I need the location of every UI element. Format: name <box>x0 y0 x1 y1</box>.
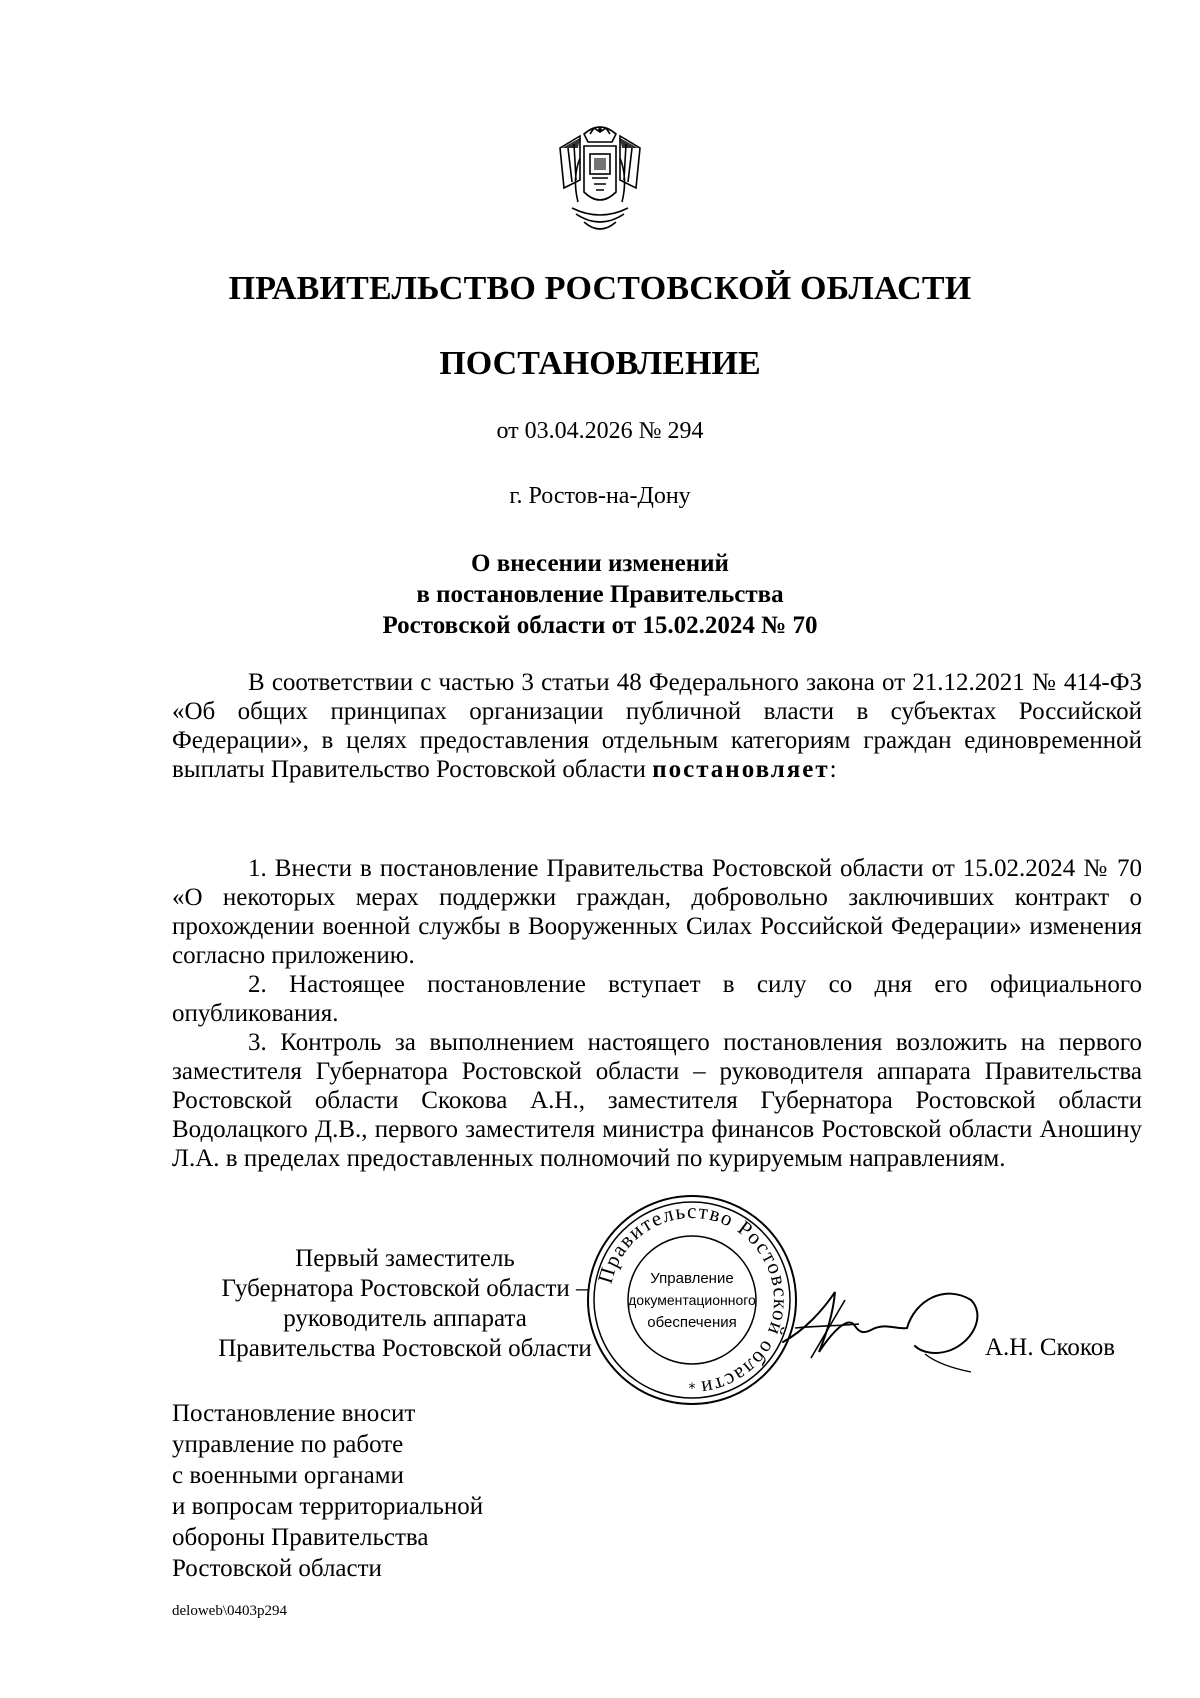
stamp-center-line: обеспечения <box>647 1314 737 1331</box>
signer-title-line: Правительства Ростовской области <box>218 1335 592 1362</box>
file-reference: deloweb\0403p294 <box>172 1603 287 1619</box>
coat-of-arms-emblem <box>550 118 650 240</box>
submitter-line: и вопросам территориальной <box>172 1493 484 1520</box>
decree-item-3: 3. Контроль за выполнением настоящего постановления возложить на первого заместителя Губернатора Ростовской области – руководителя аппарата Правительства Ростовской области Скокова А.Н., заместителя Губернатора Ростовской области Водолацкого Д.В., первого заместителя министра финансов Ростовской области Аношину Л.А. в пределах предоставленных полномочий по курируемым направлениям. <box>172 1029 1142 1172</box>
signer-title-line: Первый заместитель <box>295 1245 515 1272</box>
government-title: ПРАВИТЕЛЬСТВО РОСТОВСКОЙ ОБЛАСТИ <box>228 270 972 307</box>
preamble-text: В соответствии с частью 3 статьи 48 Федерального закона от 21.12.2021 № 414-ФЗ «Об общих принципах организации публичной власти в субъектах Российской Федерации», в целях предоставления отдельным категориям граждан единовременной выплаты Правительство Ростовской области <box>172 669 1142 783</box>
subject-line: Ростовской области от 15.02.2024 № 70 <box>382 612 818 639</box>
stamp-center-line: Управление <box>650 1270 734 1287</box>
subject-line: в постановление Правительства <box>416 581 784 608</box>
document-place: г. Ростов-на-Дону <box>509 483 691 509</box>
stamp-star: * <box>688 1381 696 1397</box>
submitter-line: Ростовской области <box>172 1555 382 1582</box>
subject-line: О внесении изменений <box>471 550 729 577</box>
stamp-center-line: документационного <box>628 1292 756 1308</box>
document-date-number: от 03.04.2026 № 294 <box>496 418 704 444</box>
decree-colon: : <box>829 756 837 783</box>
submitter-line: управление по работе <box>172 1431 404 1458</box>
signer-title-line: руководитель аппарата <box>283 1305 527 1332</box>
document-subject <box>0 548 1200 641</box>
submitter-line: обороны Правительства <box>172 1524 429 1551</box>
submitter-line: Постановление вносит <box>172 1400 416 1427</box>
decree-word: постановляет <box>652 756 830 783</box>
signer-name: А.Н. Скоков <box>985 1334 1116 1361</box>
submitter-note <box>172 1398 592 1584</box>
preamble-paragraph <box>172 668 1142 784</box>
decree-item-2: 2. Настоящее постановление вступает в силу со дня его официального опубликования. <box>172 971 1142 1027</box>
stamp-ring-text: Правительство Ростовской области <box>592 1198 794 1401</box>
signer-title <box>170 1244 640 1364</box>
decree-item-1: 1. Внести в постановление Правительства Ростовской области от 15.02.2024 № 70 «О некоторых мерах поддержки граждан, добровольно заключивших контракт о прохождении военной службы в Вооруженных Силах Российской Федерации» изменения согласно приложению. <box>172 855 1142 969</box>
submitter-line: с военными органами <box>172 1462 404 1489</box>
handwritten-signature <box>775 1270 985 1380</box>
document-type: ПОСТАНОВЛЕНИЕ <box>439 345 761 382</box>
signer-title-line: Губернатора Ростовской области – <box>221 1275 589 1302</box>
